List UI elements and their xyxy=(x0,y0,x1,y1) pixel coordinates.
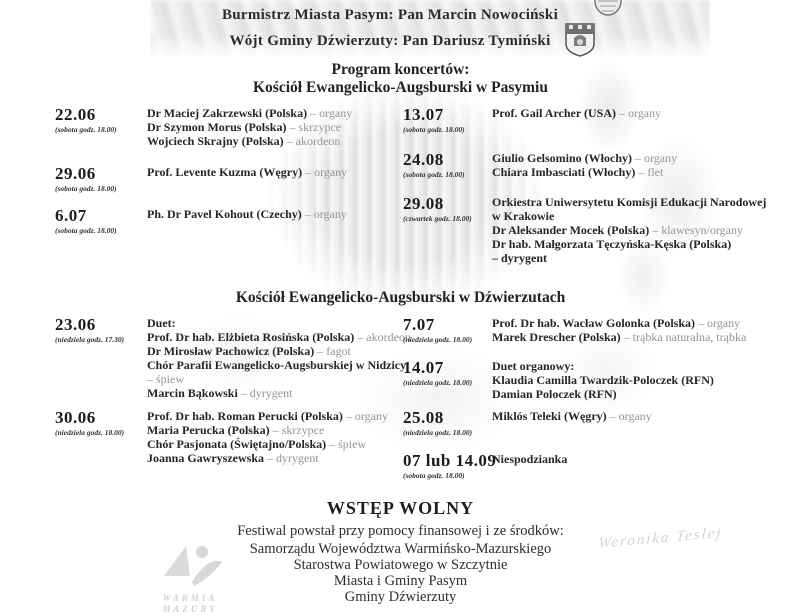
performer-name: Ph. Dr Pavel Kohout (Czechy) xyxy=(147,207,302,221)
program-entry xyxy=(403,151,465,179)
entry-performers xyxy=(492,316,746,344)
program-entry xyxy=(403,359,472,387)
performer-name: Wojciech Skrajny (Polska) xyxy=(147,134,284,148)
performer-instrument: – organy xyxy=(606,409,652,423)
performer-instrument: – śpiew xyxy=(147,372,184,386)
performer-line xyxy=(492,237,766,251)
performer-line xyxy=(492,330,746,344)
performer-instrument: – fagot xyxy=(314,344,351,358)
entry-date: 23.06 xyxy=(55,315,96,334)
performer-name: Chór Pasjonata (Świętajno/Polska) xyxy=(147,437,327,451)
performer-line xyxy=(492,251,766,265)
performer-name: – dyrygent xyxy=(492,251,547,265)
performer-line xyxy=(147,330,411,344)
performer-name: Duet organowy: xyxy=(492,359,575,373)
program-entry xyxy=(55,316,124,344)
performer-instrument: – dyrygent xyxy=(237,386,293,400)
entry-performers xyxy=(147,165,347,179)
performer-instrument: – akordeon xyxy=(354,330,411,344)
performer-name: Damian Poloczek (RFN) xyxy=(492,387,617,401)
performer-name: Prof. Dr hab. Wacław Golonka (Polska) xyxy=(492,316,696,330)
performer-line xyxy=(147,423,388,437)
performer-line xyxy=(147,358,411,372)
program-entry xyxy=(403,409,472,437)
performer-instrument: – organy xyxy=(632,151,678,165)
program-title: Program koncertów: xyxy=(331,61,470,78)
performer-instrument: – klawesyn/organy xyxy=(649,223,743,237)
entry-time-note: (sobota godz. 18.00) xyxy=(403,471,465,480)
performer-instrument: – trąbka naturalna, trąbka xyxy=(620,330,747,344)
performer-name: Prof. Levente Kuzma (Węgry) xyxy=(147,165,303,179)
entry-performers xyxy=(147,207,347,221)
program-entry xyxy=(403,316,472,344)
entry-time-note: (niedziela godz. 17.30) xyxy=(55,335,125,344)
program-entry xyxy=(403,452,496,480)
performer-name: Duet: xyxy=(147,316,176,330)
performer-name: Orkiestra Uniwersytetu Komisji Edukacji Narodowej xyxy=(492,195,767,209)
entry-performers xyxy=(492,106,661,120)
performer-line xyxy=(147,316,411,330)
entry-date: 7.07 xyxy=(403,315,435,334)
patron-line-mayor: Burmistrz Miasta Pasym: Pan Marcin Nowociński xyxy=(221,7,559,23)
performer-line xyxy=(147,207,347,221)
program-entry xyxy=(403,195,472,223)
performer-line xyxy=(147,344,411,358)
performer-line xyxy=(147,134,352,148)
entry-performers xyxy=(492,359,714,401)
performer-line xyxy=(147,372,411,386)
entry-performers xyxy=(147,106,352,148)
performer-name: Prof. Gail Archer (USA) xyxy=(492,106,616,120)
performer-line xyxy=(492,106,661,120)
performer-line xyxy=(492,165,677,179)
entry-date: 07 lub 14.09 xyxy=(403,451,497,470)
performer-instrument: – dyrygent xyxy=(264,451,319,465)
signature-handwriting: Weronika Teslej xyxy=(597,524,724,552)
warmia-mazury-logo-icon xyxy=(150,538,230,588)
performer-name: w Krakowie xyxy=(492,209,555,223)
performer-instrument: – organy xyxy=(307,106,353,120)
performer-instrument: – organy xyxy=(695,316,741,330)
entry-time-note: (sobota godz. 18.00) xyxy=(403,170,465,179)
entry-performers xyxy=(492,452,567,466)
warmia-text: WARMIA xyxy=(162,593,218,603)
warmia-mazury-logo xyxy=(135,538,245,614)
performer-name: Niespodzianka xyxy=(492,452,568,466)
entry-date: 29.06 xyxy=(55,164,96,183)
performer-name: Dr hab. Małgorzata Tęczyńska-Kęska (Polska) xyxy=(492,237,732,251)
program-entry xyxy=(55,207,117,235)
performer-line xyxy=(147,386,411,400)
entry-date: 30.06 xyxy=(55,408,96,427)
program-entry xyxy=(55,409,124,437)
performer-instrument: – organy xyxy=(301,207,347,221)
performer-line xyxy=(492,151,677,165)
performer-instrument: – organy xyxy=(342,409,388,423)
entry-performers xyxy=(492,409,652,423)
performer-instrument: – skrzypce xyxy=(286,120,342,134)
entry-performers xyxy=(147,316,411,400)
section-title-pasym: Kościół Ewangelicko-Augsburski w Pasymiu xyxy=(253,79,548,96)
entry-time-note: (sobota godz. 18.00) xyxy=(55,184,117,193)
free-entry-heading: WSTĘP WOLNY xyxy=(326,498,475,518)
program-entry xyxy=(403,106,465,134)
performer-instrument: – śpiew xyxy=(326,437,367,451)
program-entry xyxy=(55,165,117,193)
performer-line xyxy=(492,195,766,209)
entry-date: 25.08 xyxy=(403,408,444,427)
funder-line: Miasta i Gminy Pasym xyxy=(333,573,468,589)
performer-line xyxy=(492,452,567,466)
performer-line xyxy=(492,223,766,237)
performer-instrument: – organy xyxy=(302,165,348,179)
performer-line xyxy=(492,373,714,387)
funders-list xyxy=(0,541,801,605)
entry-date: 6.07 xyxy=(55,206,87,225)
entry-time-note: (sobota godz. 18.00) xyxy=(403,125,465,134)
performer-name: Chiara Imbasciati (Włochy) xyxy=(492,165,636,179)
entry-time-note: (sobota godz. 18.00) xyxy=(55,226,117,235)
patron-line-voyt: Wójt Gminy Dźwierzuty: Pan Dariusz Tymiński xyxy=(229,33,551,49)
performer-name: Dr Maciej Zakrzewski (Polska) xyxy=(147,106,308,120)
performer-name: Marcin Bąkowski xyxy=(147,386,238,400)
performer-line xyxy=(492,359,714,373)
entry-time-note: (niedziela godz. 18.00) xyxy=(403,378,473,387)
dzwierzuty-crest-icon xyxy=(564,22,596,58)
entry-performers xyxy=(492,195,766,265)
performer-line xyxy=(147,409,388,423)
program-entry xyxy=(55,106,117,134)
performer-name: Dr Mirosław Pachowicz (Polska) xyxy=(147,344,315,358)
performer-name: Joanna Gawryszewska xyxy=(147,451,265,465)
entry-performers xyxy=(147,409,388,465)
performer-name: Maria Perucka (Polska) xyxy=(147,423,270,437)
entry-time-note: (niedziela godz. 18.00) xyxy=(55,428,125,437)
performer-name: Prof. Dr hab. Elżbieta Rosińska (Polska) xyxy=(147,330,355,344)
performer-line xyxy=(492,409,652,423)
entry-date: 29.08 xyxy=(403,194,444,213)
performer-instrument: – skrzypce xyxy=(269,423,325,437)
performer-name: Giulio Gelsomino (Włochy) xyxy=(492,151,633,165)
funder-line: Starostwa Powiatowego w Szczytnie xyxy=(293,557,508,573)
performer-line xyxy=(147,120,352,134)
entry-time-note: (czwartek godz. 18.00) xyxy=(403,214,472,223)
funder-line: Samorządu Województwa Warmińsko-Mazurskiego xyxy=(249,541,552,557)
entry-date: 22.06 xyxy=(55,105,96,124)
entry-date: 13.07 xyxy=(403,105,444,124)
performer-line xyxy=(492,387,714,401)
performer-line xyxy=(147,451,388,465)
performer-name: Dr Szymon Morus (Polska) xyxy=(147,120,287,134)
performer-line xyxy=(147,106,352,120)
funder-line: Gminy Dźwierzuty xyxy=(344,589,457,605)
entry-performers xyxy=(492,151,677,179)
pasym-crest-icon xyxy=(592,0,624,17)
entry-date: 24.08 xyxy=(403,150,444,169)
performer-instrument: – flet xyxy=(635,165,664,179)
performer-name: Prof. Dr hab. Roman Perucki (Polska) xyxy=(147,409,343,423)
performer-line xyxy=(492,316,746,330)
entry-time-note: (niedziela godz. 18.00) xyxy=(403,428,473,437)
performer-line xyxy=(492,209,766,223)
performer-instrument: – organy xyxy=(615,106,662,120)
section-title-dzwierzuty: Kościół Ewangelicko-Augsburski w Dźwierzutach xyxy=(235,289,566,306)
entry-time-note: (niedziela godz. 18.00) xyxy=(403,335,473,344)
organ-pipes-texture xyxy=(255,62,560,307)
funding-intro: Festiwal powstał przy pomocy finansowej i ze środków: xyxy=(237,523,564,539)
performer-name: Chór Parafii Ewangelicko-Augsburskiej w Nidzicy xyxy=(147,358,407,372)
performer-name: Miklós Teleki (Węgry) xyxy=(492,409,607,423)
performer-instrument: – akordeon xyxy=(283,134,341,148)
performer-name: Marek Drescher (Polska) xyxy=(492,330,621,344)
performer-name: Klaudia Camilla Twardzik-Poloczek (RFN) xyxy=(492,373,714,387)
performer-name: Dr Aleksander Mocek (Polska) xyxy=(492,223,650,237)
entry-time-note: (sobota godz. 18.00) xyxy=(55,125,117,134)
performer-line xyxy=(147,165,347,179)
mazury-text: MAZURY xyxy=(162,604,218,614)
performer-line xyxy=(147,437,388,451)
entry-date: 14.07 xyxy=(403,358,444,377)
